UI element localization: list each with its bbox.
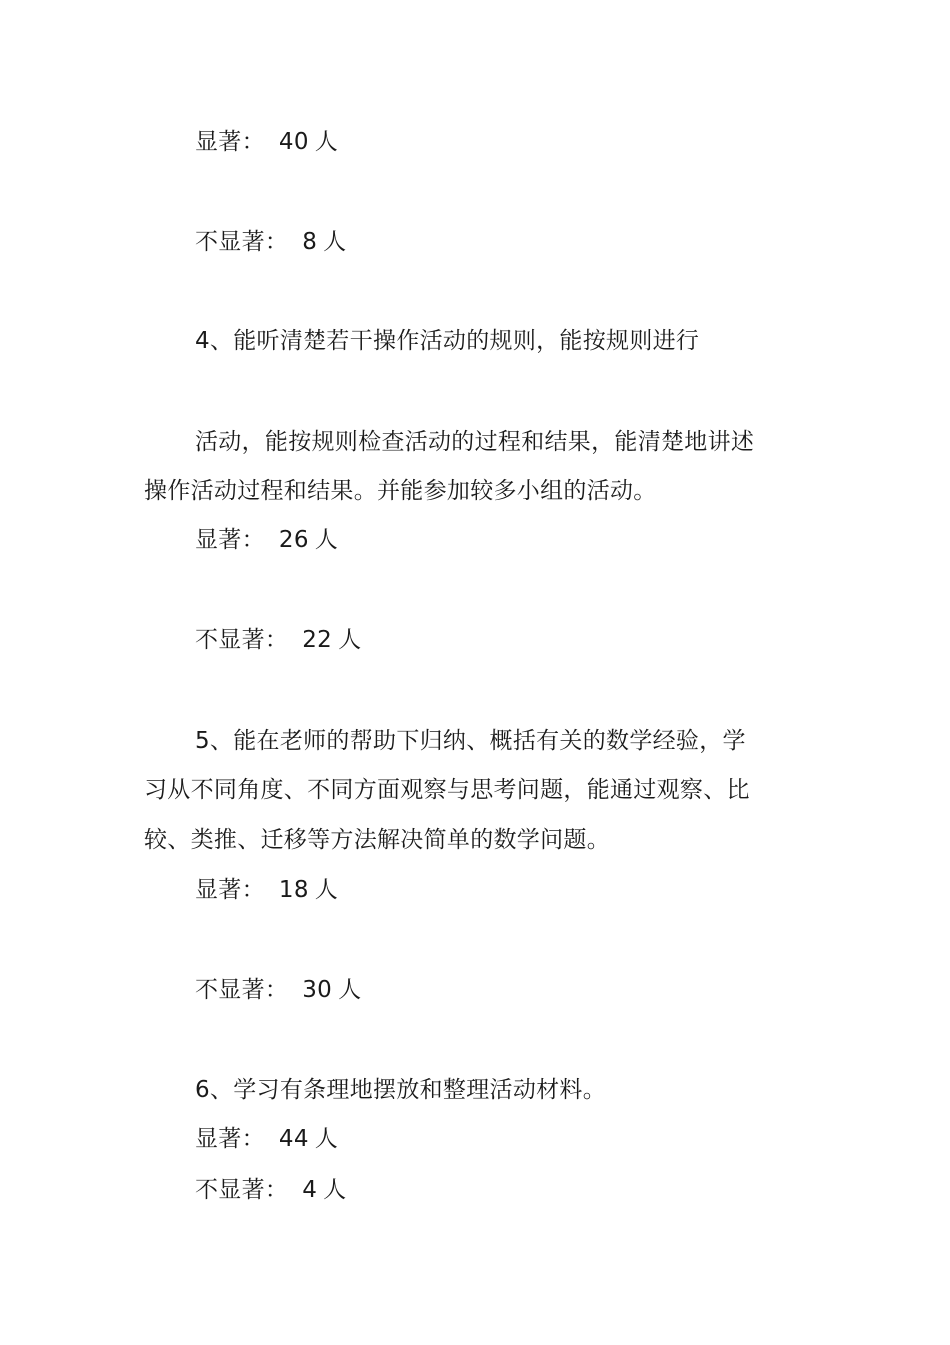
stat-value: 22 <box>302 627 333 653</box>
stat-line-significant <box>195 1125 338 1153</box>
stat-unit: 人 <box>314 877 339 903</box>
stat-label: 不显著： <box>195 977 289 1003</box>
stat-value: 30 <box>302 977 333 1003</box>
stat-unit: 人 <box>314 1126 339 1152</box>
stat-label: 不显著： <box>195 1177 289 1203</box>
stat-label: 不显著： <box>195 627 289 653</box>
stat-value: 44 <box>278 1126 309 1152</box>
stat-unit: 人 <box>338 627 362 653</box>
stat-unit: 人 <box>323 229 347 255</box>
stat-line-not-significant <box>195 228 346 256</box>
stat-line-significant <box>195 876 338 904</box>
stat-value: 26 <box>278 527 309 553</box>
stat-unit: 人 <box>314 527 339 553</box>
stat-label: 显著： <box>195 1126 265 1152</box>
stat-line-not-significant <box>195 1176 346 1204</box>
stat-unit: 人 <box>338 977 362 1003</box>
stat-line-significant <box>195 526 338 554</box>
stat-label: 不显著： <box>195 229 289 255</box>
stat-unit: 人 <box>314 129 339 155</box>
stat-line-significant <box>195 128 338 156</box>
item-4-line-1: 4、能听清楚若干操作活动的规则，能按规则进行 <box>195 328 700 354</box>
stat-line-not-significant <box>195 626 361 654</box>
item-5-line-3: 较、类推、迁移等方法解决简单的数学问题。 <box>144 827 610 853</box>
item-6-line-1: 6、学习有条理地摆放和整理活动材料。 <box>195 1077 607 1103</box>
stat-unit: 人 <box>323 1177 347 1203</box>
stat-label: 显著： <box>195 877 265 903</box>
item-4-line-3: 操作活动过程和结果。并能参加较多小组的活动。 <box>144 478 657 504</box>
item-4-line-2: 活动，能按规则检查活动的过程和结果，能清楚地讲述 <box>195 429 755 455</box>
stat-value: 8 <box>302 229 318 255</box>
stat-label: 显著： <box>195 129 265 155</box>
stat-value: 4 <box>302 1177 318 1203</box>
stat-value: 18 <box>278 877 309 903</box>
stat-line-not-significant <box>195 976 361 1004</box>
stat-label: 显著： <box>195 527 265 553</box>
item-5-line-2: 习从不同角度、不同方面观察与思考问题，能通过观察、比 <box>144 777 750 803</box>
item-5-line-1: 5、能在老师的帮助下归纳、概括有关的数学经验，学 <box>195 728 746 754</box>
stat-value: 40 <box>278 129 309 155</box>
